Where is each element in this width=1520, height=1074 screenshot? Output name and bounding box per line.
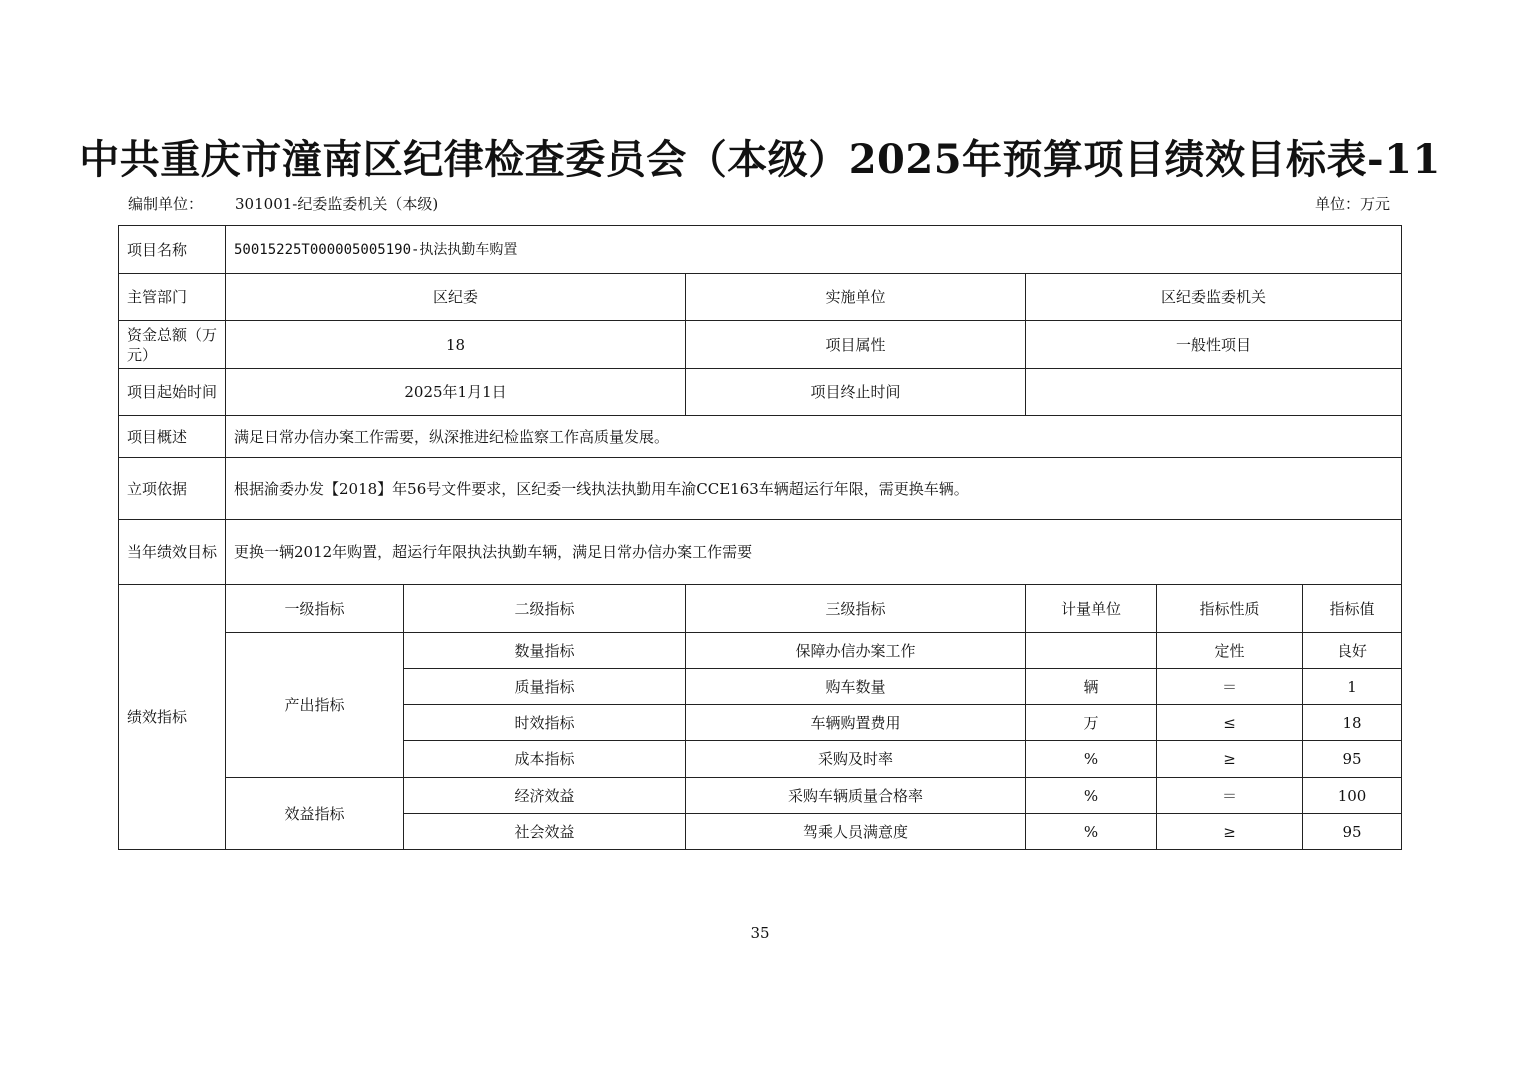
- end-time-label: 项目终止时间: [686, 369, 1026, 416]
- unit-cell: 万: [1026, 705, 1157, 741]
- level2-cell: 社会效益: [404, 814, 686, 850]
- row-department: [119, 274, 1402, 321]
- page-title: 中共重庆市潼南区纪律检查委员会（本级）2025年预算项目绩效目标表-11: [79, 136, 1441, 183]
- nature-cell: ＝: [1157, 669, 1303, 705]
- level2-cell: 经济效益: [404, 778, 686, 814]
- indicator-header-row: [119, 585, 1402, 633]
- start-time-value: 2025年1月1日: [226, 369, 686, 416]
- header-unit: 计量单位: [1026, 585, 1157, 633]
- overview-label: 项目概述: [119, 416, 226, 458]
- project-name-label: 项目名称: [119, 226, 226, 274]
- row-basis: [119, 458, 1402, 520]
- unit-cell: %: [1026, 778, 1157, 814]
- indicator-row: [119, 778, 1402, 814]
- level1-benefit: 效益指标: [226, 778, 404, 850]
- header-nature: 指标性质: [1157, 585, 1303, 633]
- compiling-unit-value: 301001-纪委监委机关（本级): [235, 195, 439, 213]
- unit-cell: %: [1026, 741, 1157, 778]
- unit-cell: %: [1026, 814, 1157, 850]
- overview-value: 满足日常办信办案工作需要，纵深推进纪检监察工作高质量发展。: [226, 416, 1402, 458]
- row-project-name: [119, 226, 1402, 274]
- compiling-unit-label: 编制单位：: [128, 195, 204, 213]
- level2-cell: 数量指标: [404, 633, 686, 669]
- currency-unit: 单位：万元: [1314, 195, 1390, 213]
- header-level1: 一级指标: [226, 585, 404, 633]
- header-value: 指标值: [1303, 585, 1402, 633]
- row-funding: [119, 321, 1402, 369]
- value-cell: 95: [1303, 741, 1402, 778]
- department-label: 主管部门: [119, 274, 226, 321]
- indicator-row: [119, 633, 1402, 669]
- page-number: 35: [750, 924, 770, 942]
- annual-goal-value: 更换一辆2012年购置，超运行年限执法执勤车辆，满足日常办信办案工作需要: [226, 520, 1402, 585]
- level3-cell: 驾乘人员满意度: [686, 814, 1026, 850]
- level3-cell: 车辆购置费用: [686, 705, 1026, 741]
- department-value: 区纪委: [226, 274, 686, 321]
- row-dates: [119, 369, 1402, 416]
- level1-output: 产出指标: [226, 633, 404, 778]
- level2-cell: 成本指标: [404, 741, 686, 778]
- performance-table: [118, 225, 1402, 850]
- row-annual-goal: [119, 520, 1402, 585]
- level3-cell: 采购车辆质量合格率: [686, 778, 1026, 814]
- unit-cell: 辆: [1026, 669, 1157, 705]
- level3-cell: 购车数量: [686, 669, 1026, 705]
- nature-cell: ≤: [1157, 705, 1303, 741]
- value-cell: 100: [1303, 778, 1402, 814]
- start-time-label: 项目起始时间: [119, 369, 226, 416]
- unit-cell: [1026, 633, 1157, 669]
- row-overview: [119, 416, 1402, 458]
- implementing-unit-value: 区纪委监委机关: [1026, 274, 1402, 321]
- level3-cell: 保障办信办案工作: [686, 633, 1026, 669]
- level3-cell: 采购及时率: [686, 741, 1026, 778]
- compiling-unit: [128, 193, 438, 214]
- implementing-unit-label: 实施单位: [686, 274, 1026, 321]
- nature-cell: ≥: [1157, 741, 1303, 778]
- level2-cell: 质量指标: [404, 669, 686, 705]
- project-attribute-value: 一般性项目: [1026, 321, 1402, 369]
- basis-value: 根据渝委办发【2018】年56号文件要求，区纪委一线执法执勤用车渝CCE163车辆超运行年限，需更换车辆。: [226, 458, 1402, 520]
- end-time-value: [1026, 369, 1402, 416]
- basis-label: 立项依据: [119, 458, 226, 520]
- value-cell: 18: [1303, 705, 1402, 741]
- nature-cell: ＝: [1157, 778, 1303, 814]
- indicators-section-label: 绩效指标: [119, 585, 226, 850]
- value-cell: 良好: [1303, 633, 1402, 669]
- project-name-value: 50015225T000005005190-执法执勤车购置: [226, 226, 1402, 274]
- header-level2: 二级指标: [404, 585, 686, 633]
- value-cell: 1: [1303, 669, 1402, 705]
- nature-cell: 定性: [1157, 633, 1303, 669]
- annual-goal-label: 当年绩效目标: [119, 520, 226, 585]
- project-attribute-label: 项目属性: [686, 321, 1026, 369]
- fund-total-label: 资金总额（万元）: [119, 321, 226, 369]
- fund-total-value: 18: [226, 321, 686, 369]
- level2-cell: 时效指标: [404, 705, 686, 741]
- nature-cell: ≥: [1157, 814, 1303, 850]
- value-cell: 95: [1303, 814, 1402, 850]
- header-level3: 三级指标: [686, 585, 1026, 633]
